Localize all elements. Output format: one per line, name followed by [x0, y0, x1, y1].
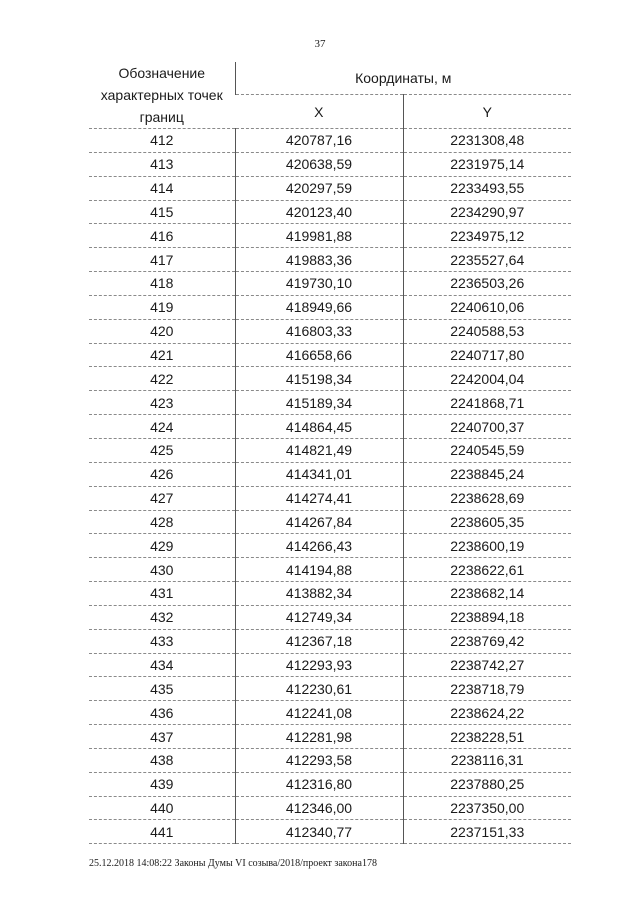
table-row — [89, 438, 571, 462]
table-row — [89, 319, 571, 343]
x-coordinate-cell: 412367,18 — [235, 629, 403, 653]
point-id-cell: 434 — [89, 653, 235, 677]
header-coordinates: Координаты, м — [235, 62, 571, 95]
point-id-cell: 425 — [89, 438, 235, 462]
x-coordinate-cell: 414267,84 — [235, 510, 403, 534]
x-coordinate-cell: 412281,98 — [235, 725, 403, 749]
x-coordinate-cell: 412316,80 — [235, 772, 403, 796]
table-row — [89, 129, 571, 153]
header-y: Y — [403, 95, 571, 129]
table-row — [89, 272, 571, 296]
table-row — [89, 748, 571, 772]
y-coordinate-cell: 2238845,24 — [403, 462, 571, 486]
x-coordinate-cell: 416803,33 — [235, 319, 403, 343]
table-row — [89, 796, 571, 820]
point-id-cell: 431 — [89, 582, 235, 606]
table-row — [89, 558, 571, 582]
x-coordinate-cell: 412340,77 — [235, 820, 403, 844]
x-coordinate-cell: 420787,16 — [235, 129, 403, 153]
point-id-cell: 413 — [89, 152, 235, 176]
y-coordinate-cell: 2240700,37 — [403, 415, 571, 439]
table-row — [89, 391, 571, 415]
point-id-cell: 424 — [89, 415, 235, 439]
point-id-cell: 438 — [89, 748, 235, 772]
point-id-cell: 429 — [89, 534, 235, 558]
y-coordinate-cell: 2238718,79 — [403, 677, 571, 701]
table-row — [89, 415, 571, 439]
y-coordinate-cell: 2233493,55 — [403, 176, 571, 200]
y-coordinate-cell: 2231975,14 — [403, 152, 571, 176]
table-row — [89, 582, 571, 606]
table-row — [89, 701, 571, 725]
table-row — [89, 725, 571, 749]
point-id-cell: 414 — [89, 176, 235, 200]
y-coordinate-cell: 2238600,19 — [403, 534, 571, 558]
point-id-cell: 415 — [89, 200, 235, 224]
y-coordinate-cell: 2238228,51 — [403, 725, 571, 749]
x-coordinate-cell: 418949,66 — [235, 295, 403, 319]
table-header — [89, 62, 571, 129]
table-row — [89, 486, 571, 510]
y-coordinate-cell: 2238682,14 — [403, 582, 571, 606]
point-id-cell: 423 — [89, 391, 235, 415]
y-coordinate-cell: 2235527,64 — [403, 248, 571, 272]
x-coordinate-cell: 419981,88 — [235, 224, 403, 248]
x-coordinate-cell: 420123,40 — [235, 200, 403, 224]
point-id-cell: 420 — [89, 319, 235, 343]
table-row — [89, 820, 571, 844]
table-row — [89, 248, 571, 272]
y-coordinate-cell: 2238605,35 — [403, 510, 571, 534]
x-coordinate-cell: 414864,45 — [235, 415, 403, 439]
table-row — [89, 295, 571, 319]
point-id-cell: 440 — [89, 796, 235, 820]
point-id-cell: 435 — [89, 677, 235, 701]
x-coordinate-cell: 419883,36 — [235, 248, 403, 272]
y-coordinate-cell: 2238622,61 — [403, 558, 571, 582]
x-coordinate-cell: 412293,93 — [235, 653, 403, 677]
x-coordinate-cell: 419730,10 — [235, 272, 403, 296]
table-row — [89, 772, 571, 796]
y-coordinate-cell: 2242004,04 — [403, 367, 571, 391]
y-coordinate-cell: 2240717,80 — [403, 343, 571, 367]
point-id-cell: 417 — [89, 248, 235, 272]
point-id-cell: 436 — [89, 701, 235, 725]
table-body — [89, 129, 571, 844]
header-designation: Обозначение характерных точек границ — [89, 62, 235, 129]
y-coordinate-cell: 2238628,69 — [403, 486, 571, 510]
table-row — [89, 367, 571, 391]
point-id-cell: 421 — [89, 343, 235, 367]
y-coordinate-cell: 2241868,71 — [403, 391, 571, 415]
y-coordinate-cell: 2237151,33 — [403, 820, 571, 844]
x-coordinate-cell: 412293,58 — [235, 748, 403, 772]
table-row — [89, 534, 571, 558]
table-row — [89, 629, 571, 653]
coordinates-table — [89, 62, 571, 844]
table-row — [89, 510, 571, 534]
y-coordinate-cell: 2238624,22 — [403, 701, 571, 725]
x-coordinate-cell: 412241,08 — [235, 701, 403, 725]
x-coordinate-cell: 415198,34 — [235, 367, 403, 391]
point-id-cell: 426 — [89, 462, 235, 486]
y-coordinate-cell: 2237880,25 — [403, 772, 571, 796]
y-coordinate-cell: 2240610,06 — [403, 295, 571, 319]
point-id-cell: 418 — [89, 272, 235, 296]
point-id-cell: 422 — [89, 367, 235, 391]
x-coordinate-cell: 412749,34 — [235, 605, 403, 629]
header-x: X — [235, 95, 403, 129]
y-coordinate-cell: 2234290,97 — [403, 200, 571, 224]
point-id-cell: 412 — [89, 129, 235, 153]
point-id-cell: 416 — [89, 224, 235, 248]
point-id-cell: 432 — [89, 605, 235, 629]
table-row — [89, 343, 571, 367]
x-coordinate-cell: 412346,00 — [235, 796, 403, 820]
y-coordinate-cell: 2236503,26 — [403, 272, 571, 296]
point-id-cell: 427 — [89, 486, 235, 510]
x-coordinate-cell: 414194,88 — [235, 558, 403, 582]
table-row — [89, 653, 571, 677]
y-coordinate-cell: 2238742,27 — [403, 653, 571, 677]
table-row — [89, 605, 571, 629]
y-coordinate-cell: 2231308,48 — [403, 129, 571, 153]
y-coordinate-cell: 2240588,53 — [403, 319, 571, 343]
table-row — [89, 677, 571, 701]
point-id-cell: 419 — [89, 295, 235, 319]
point-id-cell: 437 — [89, 725, 235, 749]
x-coordinate-cell: 414341,01 — [235, 462, 403, 486]
point-id-cell: 428 — [89, 510, 235, 534]
table-row — [89, 176, 571, 200]
x-coordinate-cell: 413882,34 — [235, 582, 403, 606]
point-id-cell: 430 — [89, 558, 235, 582]
table-row — [89, 152, 571, 176]
y-coordinate-cell: 2234975,12 — [403, 224, 571, 248]
x-coordinate-cell: 420297,59 — [235, 176, 403, 200]
x-coordinate-cell: 420638,59 — [235, 152, 403, 176]
x-coordinate-cell: 416658,66 — [235, 343, 403, 367]
y-coordinate-cell: 2238116,31 — [403, 748, 571, 772]
footer-path: 25.12.2018 14:08:22 Законы Думы VI созыва/2018/проект закона178 — [89, 858, 377, 869]
table-row — [89, 462, 571, 486]
point-id-cell: 439 — [89, 772, 235, 796]
x-coordinate-cell: 414821,49 — [235, 438, 403, 462]
y-coordinate-cell: 2238769,42 — [403, 629, 571, 653]
y-coordinate-cell: 2238894,18 — [403, 605, 571, 629]
table-row — [89, 200, 571, 224]
point-id-cell: 441 — [89, 820, 235, 844]
page-number: 37 — [314, 38, 326, 50]
x-coordinate-cell: 414266,43 — [235, 534, 403, 558]
y-coordinate-cell: 2240545,59 — [403, 438, 571, 462]
table-row — [89, 224, 571, 248]
x-coordinate-cell: 414274,41 — [235, 486, 403, 510]
x-coordinate-cell: 412230,61 — [235, 677, 403, 701]
point-id-cell: 433 — [89, 629, 235, 653]
x-coordinate-cell: 415189,34 — [235, 391, 403, 415]
y-coordinate-cell: 2237350,00 — [403, 796, 571, 820]
